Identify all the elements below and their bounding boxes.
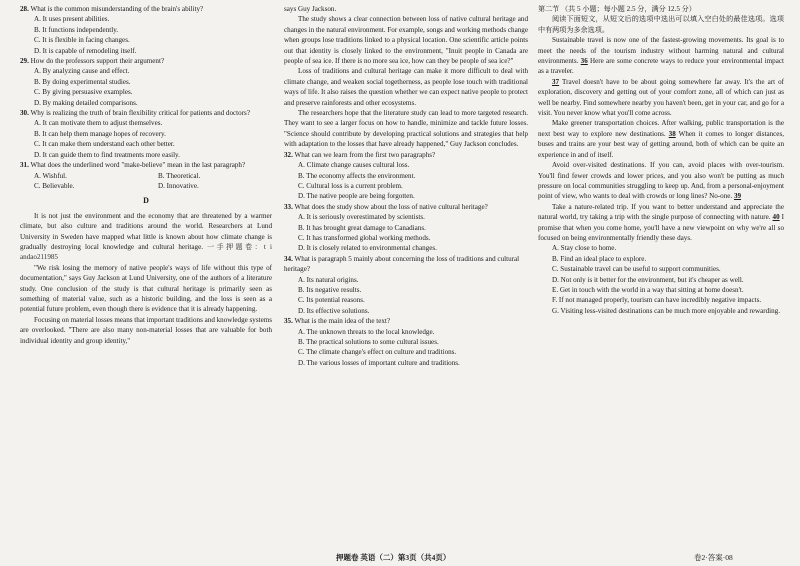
question-28: 28. What is the common misunderstanding of the brain's ability? xyxy=(20,5,204,13)
option: A. Wishful. xyxy=(34,171,67,180)
column-middle xyxy=(284,4,528,368)
option-row xyxy=(20,171,272,181)
option: B. It functions independently. xyxy=(34,25,119,34)
question-30: 30. Why is realizing the truth of brain flexibility critical for patients and doctors? xyxy=(20,109,250,118)
passage-paragraph: Avoid over-visited destinations. If you can, avoid places with over-tourism. You'll find fewer crowds and lower prices, and you also won't be putting as much pressure on local communities struggling to keep up. And, from a personal-enjoyment point of view, who wants to deal with crowds or long lines? No-one. 39 xyxy=(538,161,784,201)
blank-36: 36 xyxy=(580,57,588,66)
option: B. It can help them manage hopes of recovery. xyxy=(34,129,166,138)
option: D. Innovative. xyxy=(158,181,199,190)
option: A. By analyzing cause and effect. xyxy=(34,67,130,76)
passage-paragraph: says Guy Jackson. xyxy=(284,5,337,13)
column-left xyxy=(20,4,272,346)
option: D. Its effective solutions. xyxy=(298,306,370,315)
option: D. It is closely related to environmental changes. xyxy=(298,244,437,253)
option: A. Climate change causes cultural loss. xyxy=(298,161,410,170)
option: G. Visiting less-visited destinations can be much more enjoyable and rewarding. xyxy=(552,306,780,315)
option-row xyxy=(20,181,272,191)
question-29: 29. How do the professors support their argument? xyxy=(20,57,165,66)
instructions: 阅读下面短文，从短文后的选项中选出可以填入空白处的最佳选项。选项中有两项为多余选项。 xyxy=(538,15,784,34)
passage-paragraph: The study shows a clear connection between loss of native cultural heritage and changes in the natural environment. For example, songs and working methods change when groups lose traditions linked to a physical location. One scientific article points out that identity is closely linked to the environment, "Inuit people in Canada are people of sea ice. If there is no more sea ice, how can they be people of sea ice?" xyxy=(284,15,528,66)
option: B. Find an ideal place to explore. xyxy=(552,254,647,263)
section-title: 第二节 （共 5 小题；每小题 2.5 分，满分 12.5 分） xyxy=(538,5,696,13)
option: E. Get in touch with the world in a way that sitting at home doesn't. xyxy=(552,285,744,294)
option: C. By giving persuasive examples. xyxy=(34,88,133,97)
option: B. By doing experimental studies. xyxy=(34,77,131,86)
option: A. It can motivate them to adjust themselves. xyxy=(34,119,163,128)
option: A. The unknown threats to the local knowledge. xyxy=(298,327,435,336)
option: B. It has brought great damage to Canadians. xyxy=(298,223,426,232)
passage-paragraph: It is not just the environment and the economy that are threatened by a warmer climate, but also culture and traditions around the world. Researchers at Lund University in Sweden have mapped what little is known about how climate change is gradually destroying local knowledge and cultural heritage. 一手押题卷：t i andao211985 xyxy=(20,211,272,262)
blank-37: 37 xyxy=(552,77,560,86)
option: B. Theoretical. xyxy=(158,171,201,180)
footer-code: 卷2·答案·08 xyxy=(694,553,733,562)
option: D. It can guide them to find treatments more easily. xyxy=(34,150,180,159)
option: C. Its potential reasons. xyxy=(298,296,365,305)
passage-paragraph: Focusing on material losses means that important traditions and knowledge systems are overlooked. "There are also many non-material losses that are valuable for both individual identity and group identity," xyxy=(20,315,272,345)
passage-paragraph: 37 Travel doesn't have to be about going somewhere far away. It's the art of exploration, discovery and getting out of your comfort zone, all of which can just as well be nearby. Find somewhere nearby you haven't been, get in your car, and go for a visit. You never know what you'll come across. xyxy=(538,77,784,118)
passage-paragraph: Take a nature-related trip. If you want to better understand and appreciate the natural world, try taking a trip with the single purpose of connecting with nature. 40 I promise that when you come home, you'll have a new viewpoint on why we're all so focused on being environmentally friendly these days. xyxy=(538,202,784,242)
section-heading-d: D xyxy=(143,196,149,206)
passage-paragraph: Sustainable travel is now one of the fastest-growing movements. Its goal is to meet the needs of the tourism industry without harming natural and cultural environments. 36 Here are some concrete ways to reduce your environmental impact as a traveler. xyxy=(538,36,784,76)
option: D. The native people are being forgotten. xyxy=(298,192,415,201)
option: D. By making detailed comparisons. xyxy=(34,98,138,107)
option: C. The climate change's effect on culture and traditions. xyxy=(298,348,457,357)
option: D. The various losses of important culture and traditions. xyxy=(298,358,460,367)
passage-paragraph: "We risk losing the memory of native people's ways of life without this type of documentation," says Guy Jackson at Lund University, one of the authors of a literature study. One conclusion of the study is that cultural heritage is primarily seen as something of material value, such as a historic building, and the loss is seen as a potential future problem, even though there is evidence that it is already happening. xyxy=(20,263,272,314)
option: D. Not only is it better for the environment, but it's cheaper as well. xyxy=(552,275,744,284)
blank-38: 38 xyxy=(668,129,676,138)
option: C. Cultural loss is a current problem. xyxy=(298,181,403,190)
option: C. It is flexible in facing changes. xyxy=(34,36,130,45)
option: D. It is capable of remodeling itself. xyxy=(34,46,137,55)
option: C. It has transformed global working methods. xyxy=(298,233,431,242)
passage-paragraph: Loss of traditions and cultural heritage can make it more difficult to deal with climate change, and weaken social togetherness, as people lose touch with traditional ways of life. It also raises the question whether we can expect native people to protect and preserve rainforests and other ecosystems. xyxy=(284,67,528,107)
passage-paragraph: Make greener transportation choices. After walking, public transportation is the next best way to explore new destinations. 38 When it comes to longer distances, buses and trains are your best way of getting around, both of which can be quite an experience in and of itself. xyxy=(538,119,784,159)
option: A. Stay close to home. xyxy=(552,244,617,253)
question-32: 32. What can we learn from the first two paragraphs? xyxy=(284,150,436,159)
option: A. It uses present abilities. xyxy=(34,15,110,24)
option: F. If not managed properly, tourism can have incredibly negative impacts. xyxy=(552,296,762,305)
question-35: 35. What is the main idea of the text? xyxy=(284,317,391,326)
column-right xyxy=(538,4,784,316)
question-33: 33. What does the study show about the loss of native cultural heritage? xyxy=(284,202,488,211)
footer-page-info: 押题卷 英语（二）第3页（共4页） xyxy=(336,553,451,562)
option: C. Believable. xyxy=(34,181,75,190)
question-34: 34. What is paragraph 5 mainly about concerning the loss of traditions and cultural heritage? xyxy=(284,254,520,274)
option: B. Its negative results. xyxy=(298,285,362,294)
watermark-text: 一手押题卷：t i andao211985 xyxy=(20,242,272,262)
blank-39: 39 xyxy=(733,192,742,201)
blank-40: 40 xyxy=(772,213,780,222)
option: B. The economy affects the environment. xyxy=(298,171,416,180)
option: A. It is seriously overestimated by scientists. xyxy=(298,213,425,222)
option: C. Sustainable travel can be useful to support communities. xyxy=(552,265,721,274)
passage-paragraph: The researchers hope that the literature study can lead to more targeted research. They want to see a larger focus on how to handle, minimize and tackle future losses. "Science should contribute by developing practical solutions and strategies that help with adaptation to the losses that have already happened," Guy Jackson concludes. xyxy=(284,109,528,149)
option: A. Its natural origins. xyxy=(298,275,359,284)
option: B. The practical solutions to some cultural issues. xyxy=(298,338,439,346)
question-31: 31. What does the underlined word "make-believe" mean in the last paragraph? xyxy=(20,161,246,170)
option: C. It can make them understand each other better. xyxy=(34,140,175,149)
